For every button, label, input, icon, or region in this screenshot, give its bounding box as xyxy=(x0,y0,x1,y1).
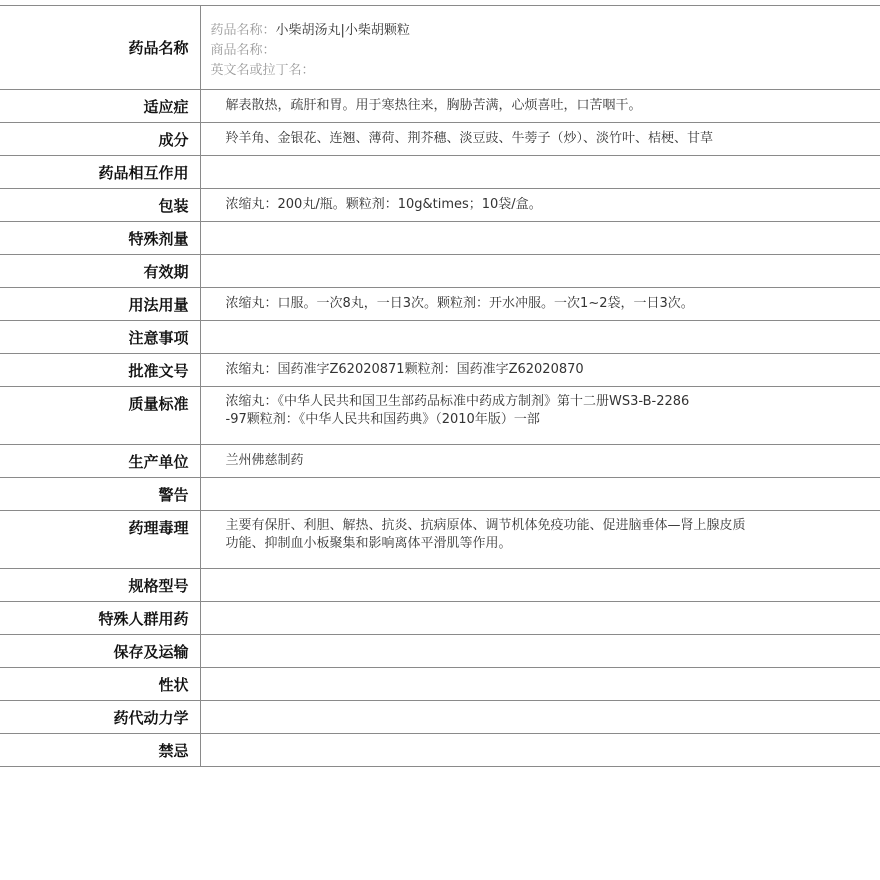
row-label: 药代动力学 xyxy=(0,701,200,734)
row-value xyxy=(200,156,880,189)
row-label: 保存及运输 xyxy=(0,635,200,668)
row-value-line: 浓缩丸：《中华人民共和国卫生部药品标准中药成方制剂》第十二册WS3-B-2286 xyxy=(225,394,690,409)
table-row xyxy=(0,189,880,222)
table-row xyxy=(0,6,880,90)
table-row xyxy=(0,701,880,734)
table-row xyxy=(0,635,880,668)
english-name-label: 英文名或拉丁名： xyxy=(210,62,315,78)
row-label: 药品名称 xyxy=(0,6,200,90)
row-label: 禁忌 xyxy=(0,734,200,767)
table-row xyxy=(0,734,880,767)
row-value xyxy=(200,222,880,255)
row-label: 注意事项 xyxy=(0,321,200,354)
drug-name-line xyxy=(211,21,880,41)
row-value: 浓缩丸：国药准字Z62020871颗粒剂：国药准字Z62020870 xyxy=(200,354,880,387)
table-row xyxy=(0,478,880,511)
table-row xyxy=(0,321,880,354)
row-label: 用法用量 xyxy=(0,288,200,321)
row-value xyxy=(200,478,880,511)
row-value xyxy=(200,387,880,445)
table-row xyxy=(0,123,880,156)
row-value: 兰州佛慈制药 xyxy=(200,445,880,478)
drug-name-block xyxy=(200,6,880,90)
drug-info-table xyxy=(0,5,880,767)
row-label: 药理毒理 xyxy=(0,511,200,569)
table-row xyxy=(0,222,880,255)
row-label: 适应症 xyxy=(0,90,200,123)
table-row xyxy=(0,90,880,123)
table-row xyxy=(0,569,880,602)
row-value-line: 功能、抑制血小板聚集和影响离体平滑肌等作用。 xyxy=(225,536,512,551)
table-row xyxy=(0,288,880,321)
row-value: 羚羊角、金银花、连翘、薄荷、荆芥穗、淡豆豉、牛蒡子（炒）、淡竹叶、桔梗、甘草 xyxy=(200,123,880,156)
row-value-line: -97颗粒剂：《中华人民共和国药典》（2010年版）一部 xyxy=(225,412,540,427)
table-row xyxy=(0,354,880,387)
row-value: 浓缩丸：口服。一次8丸，一日3次。颗粒剂：开水冲服。一次1~2袋，一日3次。 xyxy=(200,288,880,321)
row-label: 有效期 xyxy=(0,255,200,288)
row-value xyxy=(200,668,880,701)
table-row xyxy=(0,668,880,701)
english-name-line xyxy=(211,61,880,81)
table-row xyxy=(0,511,880,569)
row-label: 包装 xyxy=(0,189,200,222)
trade-name-label: 商品名称： xyxy=(210,42,276,58)
row-label: 警告 xyxy=(0,478,200,511)
drug-name-value: 小柴胡汤丸|小柴胡颗粒 xyxy=(275,22,410,38)
drug-name-label: 药品名称： xyxy=(210,22,276,38)
table-row xyxy=(0,387,880,445)
row-label: 规格型号 xyxy=(0,569,200,602)
row-value xyxy=(200,701,880,734)
row-label: 特殊剂量 xyxy=(0,222,200,255)
trade-name-line xyxy=(211,41,880,61)
row-label: 批准文号 xyxy=(0,354,200,387)
row-value xyxy=(200,321,880,354)
table-row xyxy=(0,445,880,478)
row-value: 浓缩丸：200丸/瓶。颗粒剂：10g&times；10袋/盒。 xyxy=(200,189,880,222)
table-row xyxy=(0,156,880,189)
row-value-line: 主要有保肝、利胆、解热、抗炎、抗病原体、调节机体免疫功能、促进脑垂体—肾上腺皮质 xyxy=(225,518,746,533)
row-label: 特殊人群用药 xyxy=(0,602,200,635)
row-label: 成分 xyxy=(0,123,200,156)
row-value xyxy=(200,511,880,569)
row-label: 质量标准 xyxy=(0,387,200,445)
row-value xyxy=(200,255,880,288)
row-value xyxy=(200,602,880,635)
row-value xyxy=(200,635,880,668)
row-value xyxy=(200,734,880,767)
table-row xyxy=(0,255,880,288)
row-label: 性状 xyxy=(0,668,200,701)
table-row xyxy=(0,602,880,635)
row-value xyxy=(200,569,880,602)
row-label: 生产单位 xyxy=(0,445,200,478)
row-value: 解表散热，疏肝和胃。用于寒热往来，胸胁苦满，心烦喜吐，口苦咽干。 xyxy=(200,90,880,123)
row-label: 药品相互作用 xyxy=(0,156,200,189)
